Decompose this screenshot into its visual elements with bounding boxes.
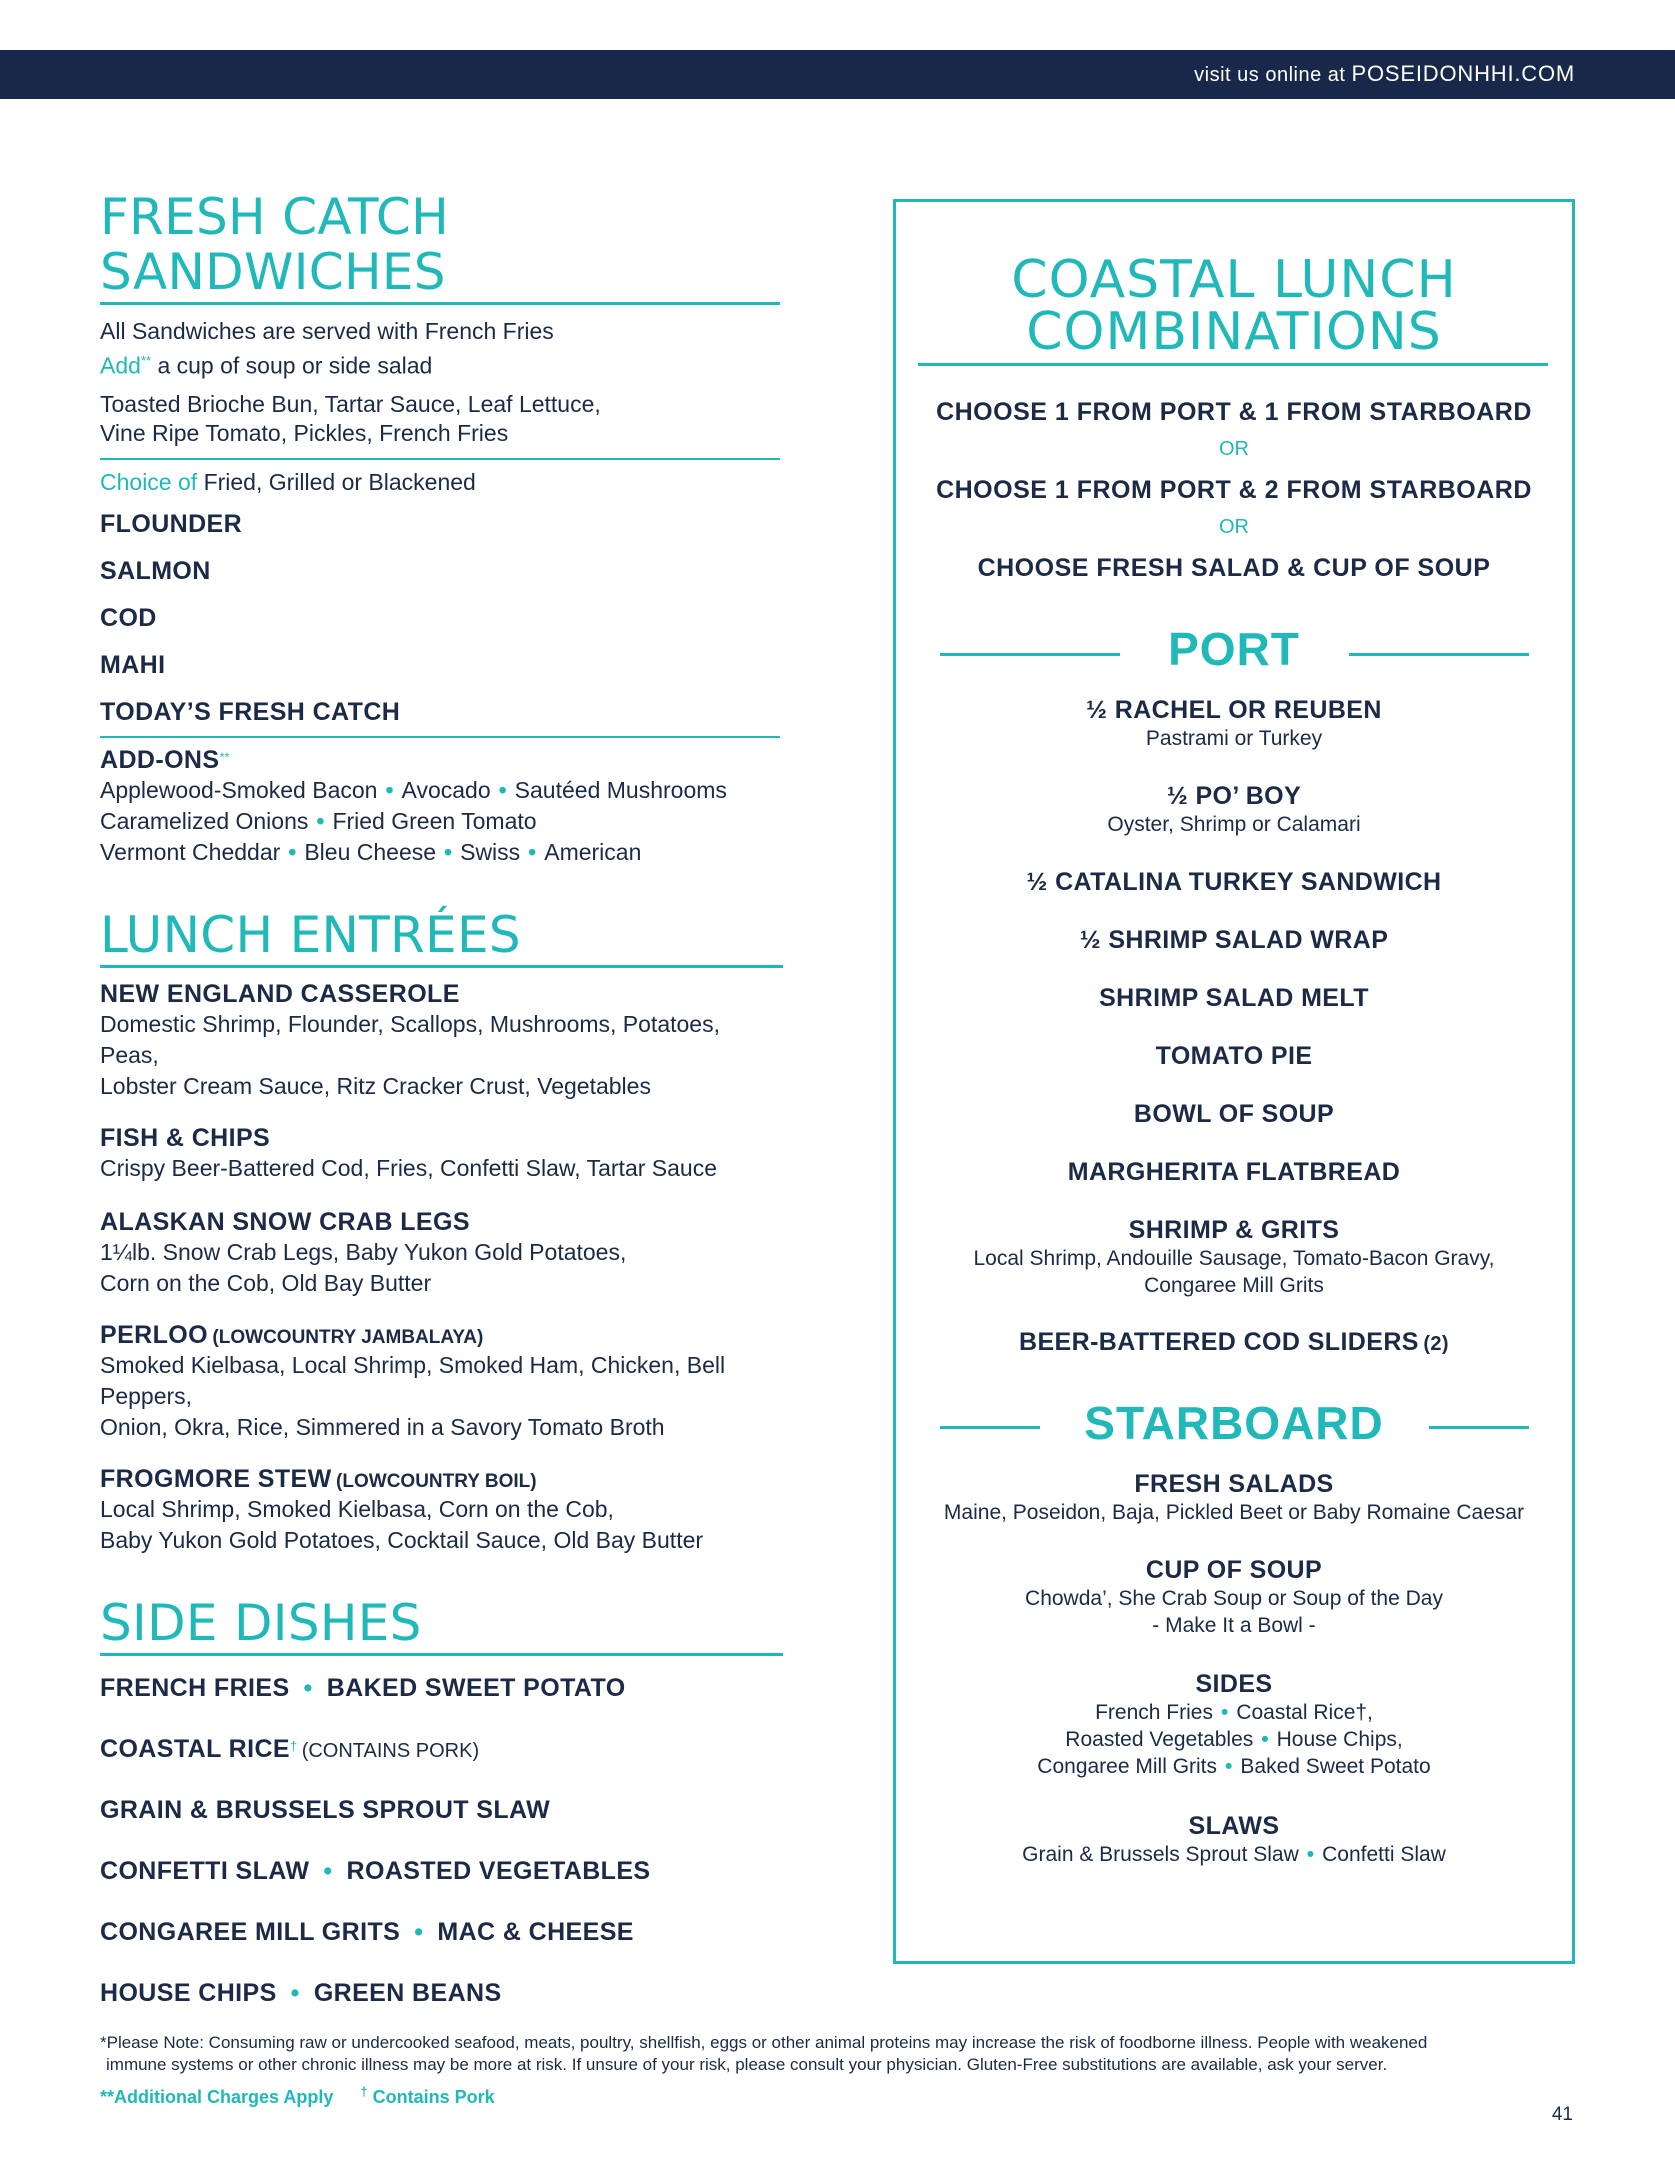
fish-item: SALMON xyxy=(100,556,211,585)
starboard-item-desc: - Make It a Bowl - xyxy=(1152,1614,1316,1637)
port-item-desc: Local Shrimp, Andouille Sausage, Tomato-Bacon Gravy, xyxy=(973,1247,1495,1270)
allergy-disclaimer xyxy=(100,2032,1580,2076)
addon-item: Avocado xyxy=(401,776,491,803)
choice-label: Choice of xyxy=(100,468,198,495)
port-item-name: SHRIMP & GRITS xyxy=(1128,1216,1340,1244)
addon-item: Vermont Cheddar xyxy=(100,838,281,865)
bullet-icon: • xyxy=(288,838,297,865)
addons-row xyxy=(100,806,780,837)
fish-item: TODAY’S FRESH CATCH xyxy=(100,697,401,726)
entree-name: PERLOO xyxy=(100,1320,208,1349)
port-item-name: ½ PO’ BOY xyxy=(1166,782,1302,810)
entree-item xyxy=(100,1465,780,1556)
starboard-item-name: FRESH SALADS xyxy=(1134,1470,1334,1498)
addon-item: Applewood-Smoked Bacon xyxy=(100,776,378,803)
port-title: PORT xyxy=(1168,623,1300,675)
pork-mark: † xyxy=(360,2084,368,2099)
starboard-item xyxy=(896,1470,1572,1556)
fish-list xyxy=(100,510,780,728)
page-number: 41 xyxy=(1551,2104,1573,2125)
pork-mark: † xyxy=(290,1738,298,1754)
entree-desc: 1¼lb. Snow Crab Legs, Baby Yukon Gold Potatoes, xyxy=(100,1238,627,1265)
bullet-icon: • xyxy=(323,1856,333,1885)
add-label: Add xyxy=(100,352,141,379)
side-option: Coastal Rice†, xyxy=(1236,1701,1373,1724)
starboard-item-desc: Maine, Poseidon, Baja, Pickled Beet or Baby Romaine Caesar xyxy=(943,1501,1525,1524)
choice-text: Fried, Grilled or Blackened xyxy=(203,468,476,495)
add-text: a cup of soup or side salad xyxy=(157,352,433,379)
side-row xyxy=(100,1796,780,1857)
port-item xyxy=(896,782,1572,868)
addon-item: American xyxy=(544,838,642,865)
port-item-suffix: (2) xyxy=(1423,1333,1449,1355)
entree-desc: Crispy Beer-Battered Cod, Fries, Confetti Slaw, Tartar Sauce xyxy=(100,1154,718,1181)
side-option: House Chips, xyxy=(1276,1728,1403,1751)
addon-item: Sautéed Mushrooms xyxy=(514,776,727,803)
addon-item: Caramelized Onions xyxy=(100,807,309,834)
side-item: ROASTED VEGETABLES xyxy=(346,1856,651,1885)
entree-desc: Domestic Shrimp, Flounder, Scallops, Mushrooms, Potatoes, Peas, xyxy=(100,1010,720,1068)
side-item: HOUSE CHIPS xyxy=(100,1978,277,2007)
side-row xyxy=(100,1735,780,1796)
choice-line xyxy=(100,468,780,497)
bullet-icon: • xyxy=(1220,1701,1229,1724)
side-item: GRAIN & BRUSSELS SPROUT SLAW xyxy=(100,1795,551,1824)
addon-item: Fried Green Tomato xyxy=(332,807,537,834)
sides-title: SIDE DISHES xyxy=(100,1596,783,1656)
addon-item: Bleu Cheese xyxy=(304,838,437,865)
bullet-icon: • xyxy=(290,1978,300,2007)
choose-block xyxy=(896,398,1572,583)
port-item-name: MARGHERITA FLATBREAD xyxy=(1067,1158,1401,1186)
side-item: GREEN BEANS xyxy=(313,1978,502,2007)
website-link[interactable]: POSEIDONHHI.COM xyxy=(1351,61,1575,86)
entree-name: FISH & CHIPS xyxy=(100,1123,271,1152)
side-item: CONGAREE MILL GRITS xyxy=(100,1917,401,1946)
disclaimer-line-2: immune systems or other chronic illness may be more at risk. If unsure of your risk, please consult your physician. Gluten-Free substitutions are available, ask your server. xyxy=(106,2055,1388,2074)
divider xyxy=(100,458,780,460)
header-bar xyxy=(0,50,1675,99)
left-column xyxy=(100,190,780,2019)
bullet-icon: • xyxy=(1306,1843,1315,1866)
side-option: Congaree Mill Grits xyxy=(1037,1755,1218,1778)
side-row xyxy=(100,1674,780,1735)
entree-note: (LOWCOUNTRY JAMBALAYA) xyxy=(212,1326,484,1348)
combo-title-line-2: COMBINATIONS xyxy=(1026,302,1442,362)
bullet-icon: • xyxy=(414,1917,424,1946)
bullet-icon: • xyxy=(316,807,325,834)
sandwiches-section xyxy=(100,190,780,868)
bullet-icon: • xyxy=(498,776,507,803)
combo-title-line-1: COASTAL LUNCH xyxy=(1011,250,1457,310)
slaw-option: Grain & Brussels Sprout Slaw xyxy=(1022,1843,1299,1866)
entree-title-row xyxy=(100,1321,780,1350)
visit-prefix: visit us online at xyxy=(1194,64,1346,86)
starboard-item-desc: Chowda’, She Crab Soup or Soup of the Day xyxy=(1025,1587,1443,1610)
starboard-item-name: SLAWS xyxy=(1188,1812,1280,1840)
entree-desc: Local Shrimp, Smoked Kielbasa, Corn on the Cob, xyxy=(100,1495,614,1522)
title-rule xyxy=(918,363,1548,366)
addon-item: Swiss xyxy=(460,838,521,865)
side-item: CONFETTI SLAW xyxy=(100,1856,310,1885)
entree-item xyxy=(100,1124,780,1184)
port-item xyxy=(896,1328,1572,1357)
side-option: Roasted Vegetables xyxy=(1065,1728,1254,1751)
choose-option: CHOOSE 1 FROM PORT & 2 FROM STARBOARD xyxy=(936,476,1532,504)
charges-note: **Additional Charges Apply xyxy=(100,2087,334,2107)
port-item-desc: Oyster, Shrimp or Calamari xyxy=(1107,813,1361,836)
port-item-name: SHRIMP SALAD MELT xyxy=(1099,984,1369,1012)
entree-desc: Baby Yukon Gold Potatoes, Cocktail Sauce, Old Bay Butter xyxy=(100,1526,704,1553)
addons-title: ADD-ONS xyxy=(100,745,220,774)
side-item: MAC & CHEESE xyxy=(437,1917,634,1946)
combo-title-block xyxy=(896,250,1572,362)
fish-item: MAHI xyxy=(100,650,166,679)
bullet-icon: • xyxy=(303,1673,313,1702)
starboard-item xyxy=(896,1670,1572,1812)
side-item: FRENCH FRIES xyxy=(100,1673,290,1702)
port-list xyxy=(896,696,1572,1357)
port-item-name: ½ CATALINA TURKEY SANDWICH xyxy=(1026,868,1442,896)
port-item xyxy=(896,696,1572,782)
side-item: COASTAL RICE xyxy=(100,1734,290,1763)
pork-note xyxy=(360,2084,495,2107)
side-option: French Fries xyxy=(1095,1701,1213,1724)
pork-text: Contains Pork xyxy=(372,2087,495,2107)
entree-note: (LOWCOUNTRY BOIL) xyxy=(336,1470,537,1492)
port-item-name: BEER-BATTERED COD SLIDERS xyxy=(1019,1328,1419,1356)
sides-section xyxy=(100,1593,780,2019)
starboard-item-name: SIDES xyxy=(1195,1670,1273,1698)
entree-desc: Corn on the Cob, Old Bay Butter xyxy=(100,1269,432,1296)
entree-desc: Smoked Kielbasa, Local Shrimp, Smoked Ham, Chicken, Bell Peppers, xyxy=(100,1351,726,1409)
sides-row xyxy=(896,1753,1572,1780)
port-item-name: ½ RACHEL OR REUBEN xyxy=(1086,696,1382,724)
bun-line-1: Toasted Brioche Bun, Tartar Sauce, Leaf Lettuce, xyxy=(100,390,601,417)
coastal-combinations-box xyxy=(893,199,1575,1964)
entree-name: FROGMORE STEW xyxy=(100,1464,332,1493)
served-with: All Sandwiches are served with French Fries xyxy=(100,318,554,344)
bun-line-2: Vine Ripe Tomato, Pickles, French Fries xyxy=(100,419,509,446)
footnotes xyxy=(100,2084,495,2108)
choose-option: CHOOSE 1 FROM PORT & 1 FROM STARBOARD xyxy=(936,398,1532,426)
sides-row xyxy=(896,1699,1572,1726)
side-item: BAKED SWEET POTATO xyxy=(326,1673,626,1702)
starboard-item xyxy=(896,1556,1572,1670)
slaws-row xyxy=(896,1841,1572,1868)
starboard-list xyxy=(896,1470,1572,1868)
or-label: OR xyxy=(1219,438,1249,460)
sides-row xyxy=(896,1726,1572,1753)
addons-row xyxy=(100,775,780,806)
bullet-icon: • xyxy=(444,838,453,865)
port-item-desc: Pastrami or Turkey xyxy=(1145,727,1323,750)
entrees-section xyxy=(100,905,780,1556)
side-option: Baked Sweet Potato xyxy=(1240,1755,1431,1778)
port-item-desc: Congaree Mill Grits xyxy=(1144,1274,1324,1297)
port-item-name: ½ SHRIMP SALAD WRAP xyxy=(1079,926,1389,954)
sides-list xyxy=(100,1674,780,2019)
addons-title-row xyxy=(100,746,780,775)
disclaimer-line-1: *Please Note: Consuming raw or undercooked seafood, meats, poultry, shellfish, eggs or other animal proteins may increase the risk of foodborne illness. People with weakened xyxy=(100,2033,1428,2052)
side-row xyxy=(100,1979,780,2019)
or-label: OR xyxy=(1219,516,1249,538)
entree-title-row xyxy=(100,1465,780,1494)
entree-desc: Onion, Okra, Rice, Simmered in a Savory Tomato Broth xyxy=(100,1413,665,1440)
add-mark: ** xyxy=(140,353,152,368)
bullet-icon: • xyxy=(385,776,394,803)
addons-row xyxy=(100,837,780,868)
slaw-option: Confetti Slaw xyxy=(1322,1843,1446,1866)
entrees-title: LUNCH ENTRÉES xyxy=(100,908,783,968)
addons-mark: ** xyxy=(219,749,230,765)
add-line xyxy=(100,346,780,381)
choose-option: CHOOSE FRESH SALAD & CUP OF SOUP xyxy=(977,554,1491,582)
sandwiches-title: FRESH CATCH SANDWICHES xyxy=(100,190,780,305)
bullet-icon: • xyxy=(1225,1755,1233,1778)
fish-item: COD xyxy=(100,603,157,632)
starboard-item-name: CUP OF SOUP xyxy=(1145,1556,1323,1584)
starboard-title: STARBOARD xyxy=(1084,1397,1384,1449)
side-row xyxy=(100,1857,780,1918)
port-item-name: TOMATO PIE xyxy=(1155,1042,1313,1070)
entree-name: NEW ENGLAND CASSEROLE xyxy=(100,979,460,1008)
entree-item xyxy=(100,980,780,1102)
fish-item: FLOUNDER xyxy=(100,509,243,538)
divider xyxy=(100,736,780,738)
port-rule-right xyxy=(1349,653,1529,656)
entree-name: ALASKAN SNOW CRAB LEGS xyxy=(100,1207,470,1236)
entree-desc: Lobster Cream Sauce, Ritz Cracker Crust, Vegetables xyxy=(100,1072,651,1099)
starboard-item xyxy=(896,1812,1572,1868)
port-item xyxy=(896,1216,1572,1328)
side-row xyxy=(100,1918,780,1979)
bullet-icon: • xyxy=(528,838,537,865)
entree-item xyxy=(100,1208,780,1299)
port-item-name: BOWL OF SOUP xyxy=(1133,1100,1335,1128)
website-line xyxy=(1194,61,1575,87)
entree-item xyxy=(100,1321,780,1443)
bullet-icon: • xyxy=(1261,1728,1269,1751)
starboard-rule-right xyxy=(1429,1426,1529,1429)
side-note: (CONTAINS PORK) xyxy=(301,1739,480,1762)
